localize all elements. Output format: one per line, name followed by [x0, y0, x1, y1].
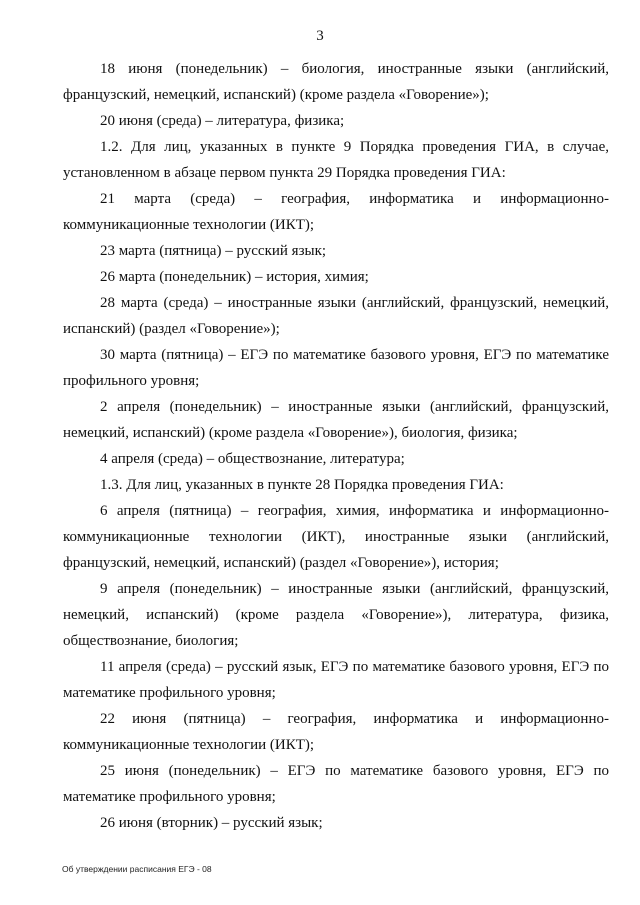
footer-note: Об утверждении расписания ЕГЭ - 08 [62, 864, 212, 874]
paragraph-june-18: 18 июня (понедельник) – биология, иностранные языки (английский, французский, немецкий, испанский) (кроме раздела «Говорение»); [63, 61, 609, 103]
paragraph-june-22: 22 июня (пятница) – география, информатика и информационно-коммуникационные технологии (ИКТ); [63, 711, 609, 753]
paragraph-march-21: 21 марта (среда) – география, информатика и информационно-коммуникационные технологии (ИКТ); [63, 191, 609, 233]
paragraph-march-26: 26 марта (понедельник) – история, химия; [100, 269, 369, 285]
paragraph-march-30: 30 марта (пятница) – ЕГЭ по математике базового уровня, ЕГЭ по математике профильного уровня; [63, 347, 609, 389]
paragraph-april-6: 6 апреля (пятница) – география, химия, информатика и информационно-коммуникационные технологии (ИКТ), иностранные языки (английский, французский, немецкий, испанский) (раздел «Говорение»), история; [63, 503, 609, 571]
paragraph-april-9: 9 апреля (понедельник) – иностранные языки (английский, французский, немецкий, испанский) (кроме раздела «Говорение»), литература, физика, обществознание, биология; [63, 581, 609, 649]
paragraph-june-26: 26 июня (вторник) – русский язык; [100, 815, 323, 831]
paragraph-section-1-2: 1.2. Для лиц, указанных в пункте 9 Порядка проведения ГИА, в случае, установленном в абзаце первом пункта 29 Порядка проведения ГИА: [63, 139, 609, 181]
page-number: 3 [316, 28, 324, 44]
paragraph-april-2: 2 апреля (понедельник) – иностранные языки (английский, французский, немецкий, испанский) (кроме раздела «Говорение»), биология, физика; [63, 399, 609, 441]
paragraph-march-23: 23 марта (пятница) – русский язык; [100, 243, 327, 259]
paragraph-march-28: 28 марта (среда) – иностранные языки (английский, французский, немецкий, испанский) (раздел «Говорение»); [63, 295, 609, 337]
paragraph-june-25: 25 июня (понедельник) – ЕГЭ по математике базового уровня, ЕГЭ по математике профильного уровня; [63, 763, 609, 805]
paragraph-june-20: 20 июня (среда) – литература, физика; [100, 113, 345, 129]
paragraph-april-4: 4 апреля (среда) – обществознание, литература; [100, 451, 405, 467]
paragraph-section-1-3: 1.3. Для лиц, указанных в пункте 28 Порядка проведения ГИА: [100, 477, 504, 493]
paragraph-april-11: 11 апреля (среда) – русский язык, ЕГЭ по математике базового уровня, ЕГЭ по математике профильного уровня; [63, 659, 609, 701]
document-body [63, 56, 609, 836]
